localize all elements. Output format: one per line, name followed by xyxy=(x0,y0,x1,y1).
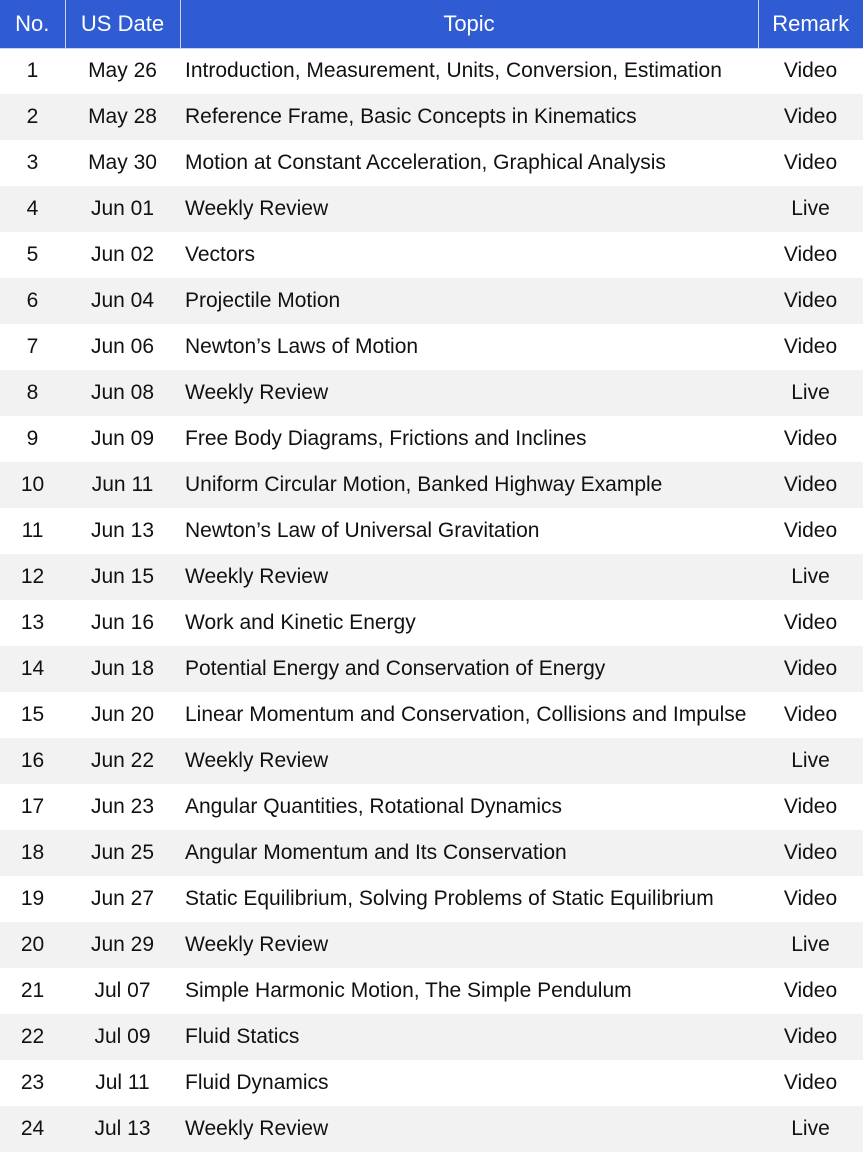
row-remark: Video xyxy=(783,1025,838,1048)
table-row xyxy=(0,692,863,738)
row-date: Jun 08 xyxy=(90,381,155,404)
row-date: Jun 15 xyxy=(90,565,155,588)
row-date: Jun 04 xyxy=(90,289,155,312)
table-row xyxy=(0,416,863,462)
row-number: 13 xyxy=(20,611,45,634)
row-number: 18 xyxy=(20,841,45,864)
table-row xyxy=(0,370,863,416)
table-row xyxy=(0,784,863,830)
row-remark: Video xyxy=(783,979,838,1002)
table-row xyxy=(0,968,863,1014)
row-remark: Video xyxy=(783,887,838,910)
row-date: Jul 09 xyxy=(94,1025,151,1048)
row-topic: Newton’s Law of Universal Gravitation xyxy=(185,519,540,542)
row-topic: Weekly Review xyxy=(185,381,329,404)
row-topic: Reference Frame, Basic Concepts in Kinematics xyxy=(185,105,637,128)
row-date: Jun 11 xyxy=(91,473,154,496)
table-row xyxy=(0,140,863,186)
row-remark: Video xyxy=(783,657,838,680)
row-number: 17 xyxy=(20,795,45,818)
row-topic: Newton’s Laws of Motion xyxy=(185,335,419,358)
row-topic: Free Body Diagrams, Frictions and Inclines xyxy=(185,427,587,450)
row-number: 19 xyxy=(20,887,45,910)
row-remark: Live xyxy=(791,749,830,772)
row-remark: Live xyxy=(791,565,830,588)
row-remark: Video xyxy=(783,611,838,634)
row-number: 9 xyxy=(26,427,39,450)
row-remark: Video xyxy=(783,703,838,726)
row-number: 21 xyxy=(20,979,45,1002)
row-date: Jun 13 xyxy=(90,519,155,542)
table-row xyxy=(0,1106,863,1152)
table-row xyxy=(0,232,863,278)
row-number: 4 xyxy=(26,197,39,220)
row-number: 5 xyxy=(26,243,39,266)
row-topic: Fluid Statics xyxy=(185,1025,300,1048)
header-row xyxy=(0,0,863,48)
row-remark: Video xyxy=(783,243,838,266)
row-remark: Video xyxy=(783,105,838,128)
row-topic: Weekly Review xyxy=(185,933,329,956)
table-row xyxy=(0,1014,863,1060)
row-number: 11 xyxy=(21,519,44,542)
row-number: 6 xyxy=(26,289,39,312)
row-topic: Angular Quantities, Rotational Dynamics xyxy=(185,795,563,818)
row-date: Jun 23 xyxy=(90,795,155,818)
row-date: Jun 09 xyxy=(90,427,155,450)
row-topic: Weekly Review xyxy=(185,197,329,220)
row-topic: Static Equilibrium, Solving Problems of Static Equilibrium xyxy=(185,887,714,910)
row-remark: Video xyxy=(783,59,838,83)
row-remark: Live xyxy=(791,1117,830,1140)
row-date: Jul 07 xyxy=(94,979,151,1002)
row-topic: Weekly Review xyxy=(185,565,329,588)
row-date: May 26 xyxy=(88,59,157,83)
row-topic: Projectile Motion xyxy=(185,289,341,312)
row-number: 24 xyxy=(20,1117,45,1140)
header-remark: Remark xyxy=(758,0,863,48)
row-remark: Video xyxy=(783,1071,838,1094)
row-date: Jun 18 xyxy=(90,657,155,680)
row-remark: Video xyxy=(783,473,838,496)
row-topic: Potential Energy and Conservation of Energy xyxy=(185,657,606,680)
table-header xyxy=(0,0,863,48)
table-row xyxy=(0,48,863,94)
table-row xyxy=(0,1060,863,1106)
header-no: No. xyxy=(0,0,65,48)
row-remark: Video xyxy=(783,427,838,450)
row-number: 15 xyxy=(20,703,45,726)
row-remark: Live xyxy=(791,197,830,220)
row-date: May 28 xyxy=(88,105,157,128)
table-row xyxy=(0,94,863,140)
row-remark: Video xyxy=(783,289,838,312)
row-remark: Live xyxy=(791,381,830,404)
row-number: 1 xyxy=(26,59,39,83)
table-row xyxy=(0,278,863,324)
table-row xyxy=(0,324,863,370)
row-topic: Motion at Constant Acceleration, Graphical Analysis xyxy=(185,151,666,174)
row-date: Jun 22 xyxy=(90,749,155,772)
header-topic: Topic xyxy=(180,0,758,48)
table-row xyxy=(0,186,863,232)
row-date: Jun 16 xyxy=(90,611,155,634)
row-number: 20 xyxy=(20,933,45,956)
row-number: 7 xyxy=(26,335,39,358)
row-remark: Video xyxy=(783,519,838,542)
row-number: 10 xyxy=(20,473,45,496)
row-number: 2 xyxy=(26,105,39,128)
row-topic: Angular Momentum and Its Conservation xyxy=(185,841,567,864)
row-date: Jun 01 xyxy=(90,197,155,220)
row-topic: Fluid Dynamics xyxy=(185,1071,329,1094)
row-number: 23 xyxy=(20,1071,45,1094)
row-number: 12 xyxy=(20,565,45,588)
row-remark: Video xyxy=(783,795,838,818)
row-number: 22 xyxy=(20,1025,45,1048)
table-body xyxy=(0,48,863,1152)
row-date: Jun 02 xyxy=(90,243,155,266)
table-row xyxy=(0,646,863,692)
row-date: Jun 27 xyxy=(90,887,155,910)
row-number: 8 xyxy=(26,381,39,404)
table-row xyxy=(0,876,863,922)
row-topic: Work and Kinetic Energy xyxy=(185,611,416,634)
table-row xyxy=(0,554,863,600)
row-remark: Video xyxy=(783,335,838,358)
row-number: 3 xyxy=(26,151,39,174)
row-topic: Introduction, Measurement, Units, Conversion, Estimation xyxy=(185,59,722,83)
row-date: Jun 06 xyxy=(90,335,155,358)
row-number: 16 xyxy=(20,749,45,772)
table-row xyxy=(0,738,863,784)
table-row xyxy=(0,508,863,554)
row-topic: Uniform Circular Motion, Banked Highway Example xyxy=(185,473,663,496)
header-us-date: US Date xyxy=(65,0,180,48)
row-topic: Weekly Review xyxy=(185,1117,329,1140)
row-date: May 30 xyxy=(88,151,157,174)
row-date: Jun 25 xyxy=(90,841,155,864)
row-date: Jun 20 xyxy=(90,703,155,726)
table-row xyxy=(0,922,863,968)
row-topic: Linear Momentum and Conservation, Collisions and Impulse xyxy=(185,703,747,726)
table-row xyxy=(0,462,863,508)
row-date: Jul 13 xyxy=(94,1117,151,1140)
row-remark: Live xyxy=(791,933,830,956)
row-remark: Video xyxy=(783,151,838,174)
row-remark: Video xyxy=(783,841,838,864)
row-date: Jul 11 xyxy=(95,1071,150,1094)
row-number: 14 xyxy=(20,657,45,680)
table-row xyxy=(0,830,863,876)
row-topic: Simple Harmonic Motion, The Simple Pendulum xyxy=(185,979,632,1002)
row-topic: Vectors xyxy=(185,243,256,266)
row-topic: Weekly Review xyxy=(185,749,329,772)
table-row xyxy=(0,600,863,646)
row-date: Jun 29 xyxy=(90,933,155,956)
